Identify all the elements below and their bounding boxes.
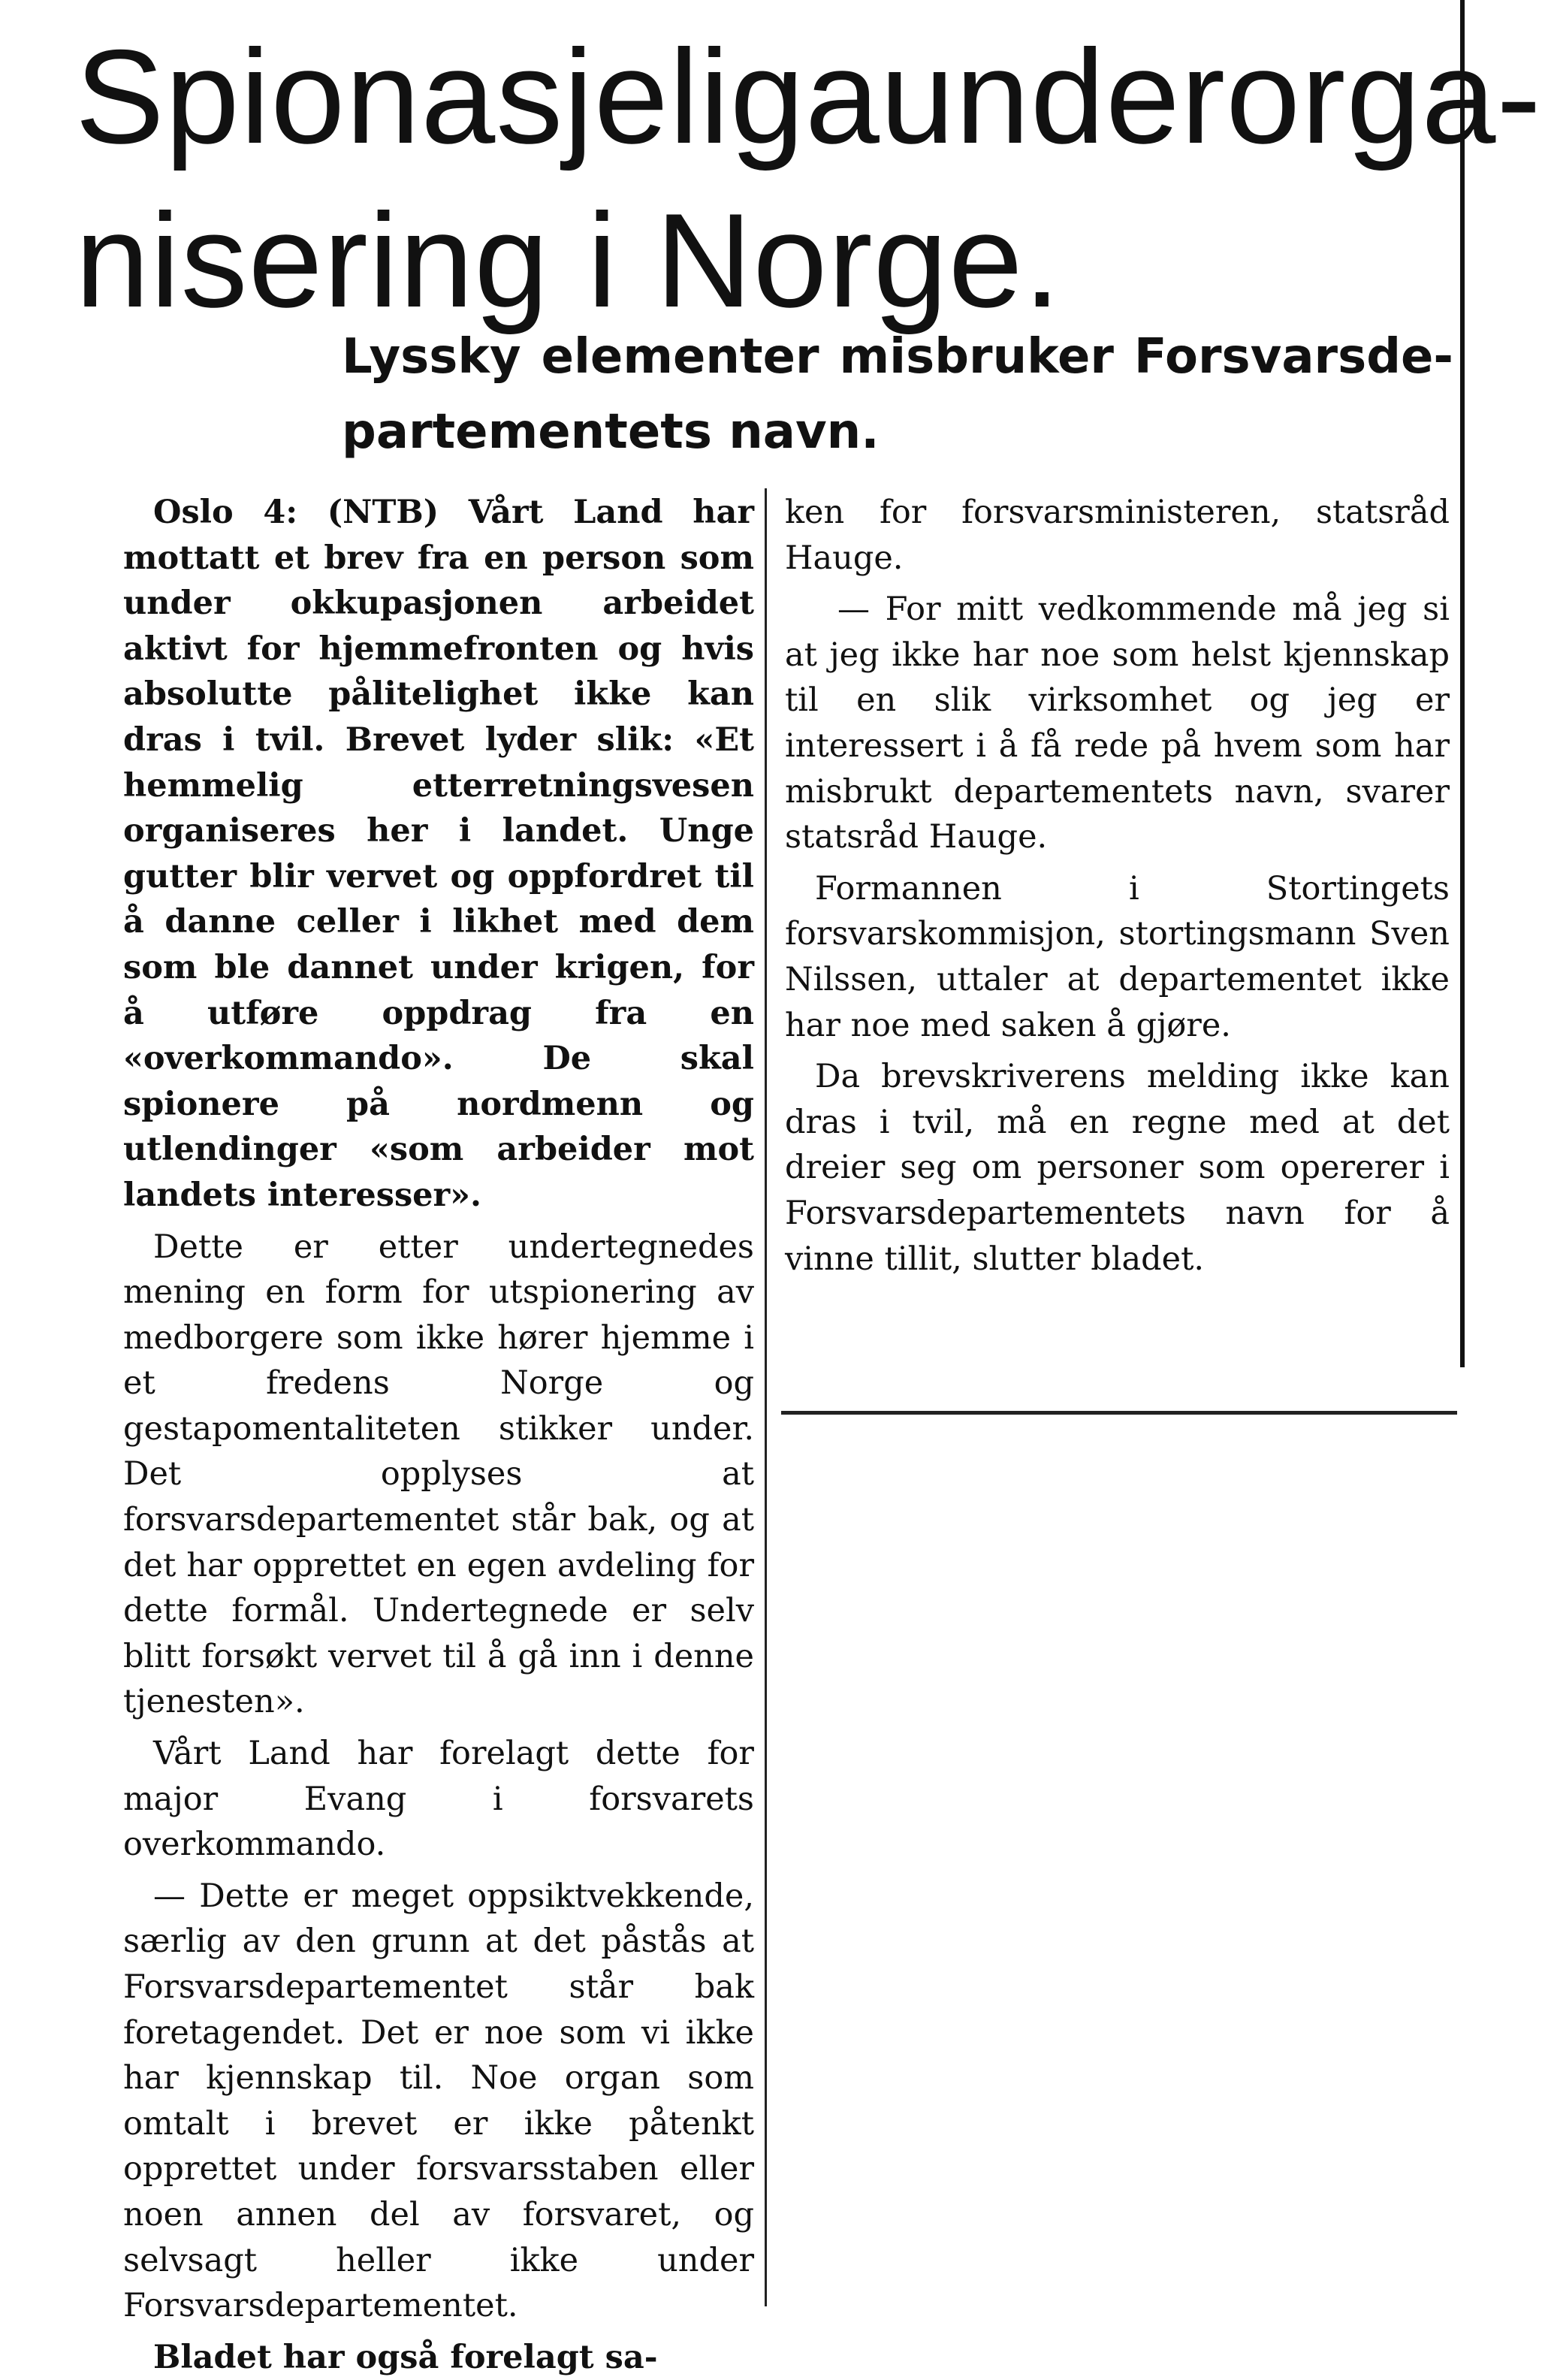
article-paragraph: Bladet har også forelagt sa- xyxy=(153,2338,658,2376)
subheadline-line-2: partementets navn. xyxy=(342,404,880,460)
article-column-right xyxy=(785,490,1450,1282)
headline-line-1 xyxy=(75,15,1542,179)
article-paragraph: Dette er etter undertegnedes mening en form for utspionering av medborgere som ikke hører hjemme i et fredens Norge og gestapomentaliteten stikker under. Det opplyses at forsvarsdepartementet står bak, og at det har opprettet en egen avdeling for dette formål. Undertegnede er selv blitt forsøkt vervet til å gå inn i denne tjenesten». xyxy=(123,1228,754,1721)
article-paragraph: — For mitt vedkommende må jeg si at jeg ikke har noe som helst kjennskap til en slik virksomhet og jeg er interessert i å få rede på hvem som har misbrukt departementets navn, svarer statsråd Hauge. xyxy=(785,590,1450,856)
article-paragraph: Da brevskriverens melding ikke kan dras i tvil, må en regne med at det dreier seg om personer som opererer i Forsvarsdepartementets navn for å vinne tillit, slutter bladet. xyxy=(785,1058,1450,1278)
article-column-left xyxy=(123,490,754,2380)
headline-line-2: nisering i Norge. xyxy=(75,186,1062,335)
subheadline-word: misbruker xyxy=(839,329,1114,385)
article-paragraph: Formannen i Stortingets forsvarskommisjon, stortingsmann Sven Nilssen, uttaler at departementet ikke har noe med saken å gjøre. xyxy=(785,869,1450,1044)
article-end-rule xyxy=(781,1411,1457,1415)
subheadline-word: Forsvarsde- xyxy=(1133,329,1453,385)
page-edge-rule xyxy=(1460,0,1465,1367)
headline-word: Spionasjeliga xyxy=(75,22,880,171)
subheadline xyxy=(342,319,1461,470)
article-paragraph: Oslo 4: (NTB) Vårt Land har mottatt et brev fra en person som under okkupasjonen arbeidet aktivt for hjemmefronten og hvis absolutte pålitelighet ikke kan dras i tvil. Brevet lyder slik: «Et hemmelig etterretningsvesen organiseres her i landet. Unge gutter blir vervet og oppfordret til å danne celler i likhet med dem som ble dannet under krigen, for å utføre oppdrag fra en «overkommando». De skal spionere på nordmenn og utlendinger «som arbeider mot landets interesser». xyxy=(123,494,754,1214)
column-divider xyxy=(765,488,767,2306)
headline xyxy=(75,15,1542,343)
subheadline-word: Lyssky xyxy=(342,329,521,385)
headline-word: orga- xyxy=(1226,22,1542,171)
subheadline-line-1 xyxy=(342,319,1453,394)
article-paragraph: — Dette er meget oppsiktvekkende, særlig av den grunn at det påstås at Forsvarsdepartementet står bak foretagendet. Det er noe som vi ikke har kjennskap til. Noe organ som omtalt i brevet er ikke påtenkt opprettet under forsvarsstaben eller noen annen del av forsvaret, og selvsagt heller ikke under Forsvarsdepartementet. xyxy=(123,1877,754,2325)
article-paragraph: Vårt Land har forelagt dette for major Evang i forsvarets overkommando. xyxy=(123,1735,754,1864)
subheadline-word: elementer xyxy=(541,329,819,385)
headline-word: under xyxy=(880,22,1227,171)
article-paragraph: ken for forsvarsministeren, statsråd Hauge. xyxy=(785,494,1450,577)
